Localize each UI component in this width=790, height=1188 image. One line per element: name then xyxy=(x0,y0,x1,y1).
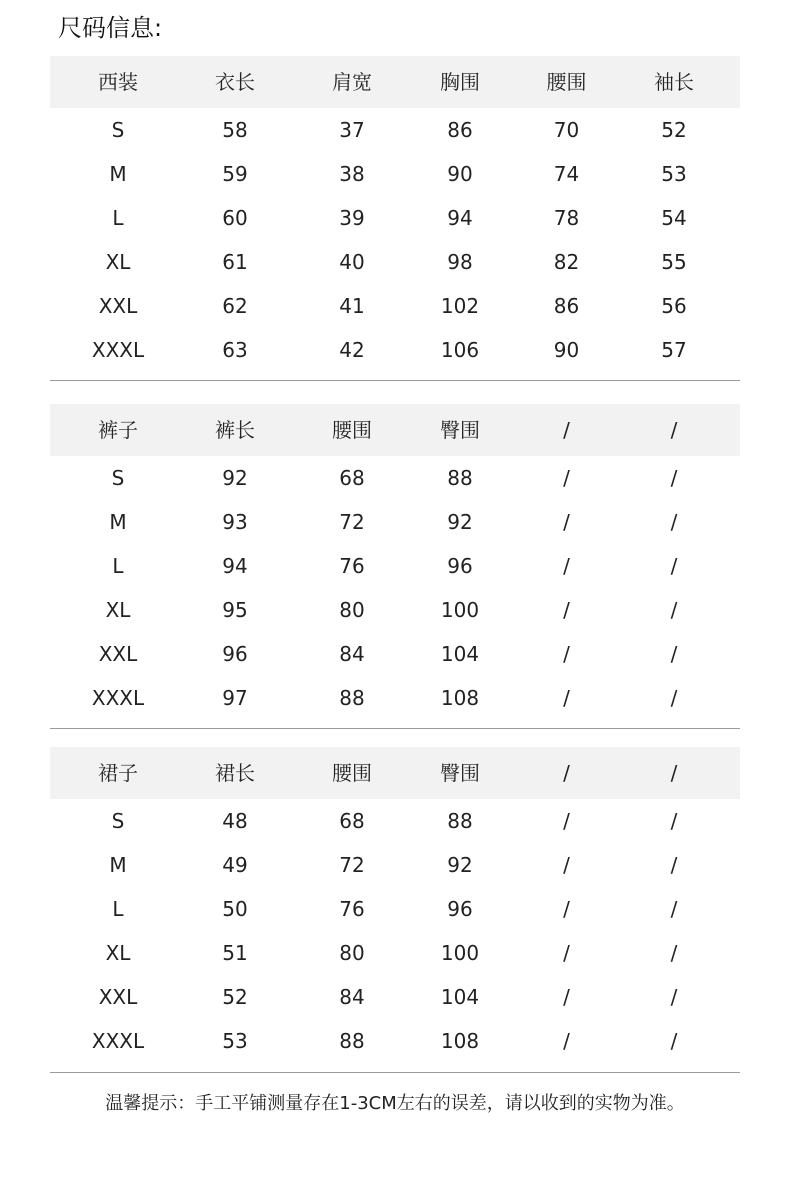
table-cell: L xyxy=(112,206,124,230)
table-cell: XXXL xyxy=(91,686,145,710)
table-row xyxy=(50,799,740,843)
table-cell: 96 xyxy=(222,642,248,666)
table-row xyxy=(50,588,740,632)
table-cell: 74 xyxy=(553,162,580,186)
table-cell: 53 xyxy=(222,1029,248,1053)
table-cell: / xyxy=(670,642,678,666)
header-cell: 裙子 xyxy=(98,761,138,785)
table-cell: / xyxy=(670,686,678,710)
table-header-row xyxy=(50,56,740,108)
table-row xyxy=(50,284,740,328)
table-cell: 38 xyxy=(339,162,365,186)
table-cell: / xyxy=(563,941,570,965)
table-cell: M xyxy=(109,162,127,186)
table-cell: 72 xyxy=(339,853,365,877)
table-row xyxy=(50,152,740,196)
table-cell: 104 xyxy=(440,985,480,1009)
table-cell: 108 xyxy=(440,1029,480,1053)
header-cell: / xyxy=(670,418,678,442)
table-cell: 86 xyxy=(447,118,473,142)
header-cell: 腰围 xyxy=(546,70,587,94)
header-cell: 裙长 xyxy=(215,761,255,785)
table-cell: 100 xyxy=(440,598,480,622)
table-cell: 55 xyxy=(661,250,687,274)
table-cell: / xyxy=(563,897,570,921)
table-cell: XXXL xyxy=(91,338,145,362)
table-cell: S xyxy=(111,466,125,490)
table-cell: 52 xyxy=(661,118,687,142)
table-cell: / xyxy=(670,985,678,1009)
table-cell: XXXL xyxy=(91,1029,145,1053)
table-cell: 94 xyxy=(447,206,473,230)
table-cell: 92 xyxy=(447,510,473,534)
table-cell: / xyxy=(563,1029,570,1053)
table-cell: 92 xyxy=(447,853,473,877)
header-cell: 裤子 xyxy=(98,418,138,442)
table-cell: 58 xyxy=(222,118,248,142)
table-cell: 63 xyxy=(222,338,248,362)
table-cell: 61 xyxy=(222,250,248,274)
table-cell: / xyxy=(563,466,570,490)
table-cell: 97 xyxy=(222,686,248,710)
table-cell: 48 xyxy=(222,809,248,833)
table-cell: 72 xyxy=(339,510,365,534)
table-cell: / xyxy=(563,598,570,622)
header-cell: / xyxy=(563,761,570,785)
table-cell: / xyxy=(670,466,678,490)
table-cell: 57 xyxy=(661,338,687,362)
table-cell: L xyxy=(112,897,124,921)
table-cell: 98 xyxy=(447,250,473,274)
table-cell: 40 xyxy=(339,250,365,274)
table-cell: 92 xyxy=(222,466,248,490)
table-cell: 54 xyxy=(661,206,687,230)
table-cell: / xyxy=(670,598,678,622)
table-cell: 76 xyxy=(339,897,365,921)
table-row xyxy=(50,240,740,284)
header-cell: 衣长 xyxy=(215,70,255,94)
table-cell: 93 xyxy=(222,510,248,534)
table-cell: 39 xyxy=(339,206,365,230)
table-cell: 88 xyxy=(447,466,473,490)
table-cell: 60 xyxy=(222,206,248,230)
table-cell: 86 xyxy=(553,294,580,318)
table-cell: 53 xyxy=(661,162,687,186)
table-cell: XXL xyxy=(98,985,138,1009)
header-cell: 胸围 xyxy=(440,70,480,94)
table-cell: M xyxy=(109,510,127,534)
table-cell: 100 xyxy=(440,941,480,965)
skirt-size-table xyxy=(50,747,740,1063)
table-cell: 51 xyxy=(222,941,248,965)
table-cell: 68 xyxy=(339,466,365,490)
table-cell: 56 xyxy=(661,294,687,318)
table-cell: 106 xyxy=(440,338,480,362)
table-row xyxy=(50,456,740,500)
table-cell: 42 xyxy=(339,338,365,362)
table-cell: 88 xyxy=(339,1029,365,1053)
table-cell: 78 xyxy=(553,206,580,230)
table-cell: M xyxy=(109,853,127,877)
table-cell: 95 xyxy=(222,598,248,622)
table-cell: 102 xyxy=(440,294,480,318)
table-row xyxy=(50,196,740,240)
table-cell: 80 xyxy=(339,941,365,965)
header-cell: / xyxy=(563,418,570,442)
header-cell: 腰围 xyxy=(332,761,372,785)
table-row xyxy=(50,676,740,720)
header-cell: 袖长 xyxy=(654,70,694,94)
measurement-note: 温馨提示：手工平铺测量存在1-3CM左右的误差，请以收到的实物为准。 xyxy=(105,1093,685,1114)
table-row xyxy=(50,843,740,887)
header-cell: 西装 xyxy=(98,70,138,94)
table-cell: 104 xyxy=(440,642,480,666)
header-cell: 臀围 xyxy=(440,761,480,785)
header-cell: 肩宽 xyxy=(332,70,372,94)
table-cell: 88 xyxy=(447,809,473,833)
table-cell: 82 xyxy=(553,250,580,274)
table-cell: / xyxy=(563,809,570,833)
table-row xyxy=(50,500,740,544)
table-cell: 70 xyxy=(553,118,580,142)
table-cell: / xyxy=(670,554,678,578)
table-cell: / xyxy=(563,853,570,877)
table-row xyxy=(50,108,740,152)
header-cell: 臀围 xyxy=(440,418,480,442)
table-cell: S xyxy=(111,118,125,142)
table-cell: 50 xyxy=(222,897,248,921)
divider xyxy=(50,728,740,729)
table-cell: 88 xyxy=(339,686,365,710)
table-cell: / xyxy=(563,686,570,710)
table-cell: / xyxy=(563,510,570,534)
table-cell: 96 xyxy=(447,897,473,921)
table-header-row xyxy=(50,404,740,456)
table-header-row xyxy=(50,747,740,799)
table-cell: 76 xyxy=(339,554,365,578)
table-cell: / xyxy=(670,941,678,965)
page-title: 尺码信息: xyxy=(58,14,163,42)
table-cell: / xyxy=(563,985,570,1009)
table-cell: / xyxy=(670,1029,678,1053)
table-row xyxy=(50,328,740,372)
table-cell: 37 xyxy=(339,118,365,142)
suit-size-table xyxy=(50,56,740,372)
table-cell: 49 xyxy=(222,853,248,877)
table-cell: XXL xyxy=(98,642,138,666)
table-cell: 94 xyxy=(222,554,248,578)
table-cell: S xyxy=(111,809,125,833)
table-cell: XL xyxy=(105,250,131,274)
table-row xyxy=(50,975,740,1019)
table-cell: XXL xyxy=(98,294,138,318)
table-cell: / xyxy=(670,510,678,534)
table-cell: 68 xyxy=(339,809,365,833)
table-cell: 96 xyxy=(447,554,473,578)
table-cell: 90 xyxy=(553,338,580,362)
table-cell: / xyxy=(670,809,678,833)
table-cell: 52 xyxy=(222,985,248,1009)
table-cell: / xyxy=(563,554,570,578)
pants-size-table xyxy=(50,404,740,720)
table-cell: / xyxy=(563,642,570,666)
table-cell: 84 xyxy=(339,642,365,666)
header-cell: 裤长 xyxy=(215,418,255,442)
table-cell: XL xyxy=(105,941,131,965)
table-row xyxy=(50,931,740,975)
table-row xyxy=(50,887,740,931)
header-cell: 腰围 xyxy=(332,418,372,442)
table-cell: 41 xyxy=(339,294,365,318)
table-cell: XL xyxy=(105,598,131,622)
table-row xyxy=(50,544,740,588)
divider xyxy=(50,380,740,381)
divider xyxy=(50,1072,740,1073)
table-row xyxy=(50,632,740,676)
header-cell: / xyxy=(670,761,678,785)
table-cell: 84 xyxy=(339,985,365,1009)
table-cell: 108 xyxy=(440,686,480,710)
table-cell: 90 xyxy=(447,162,473,186)
table-cell: 62 xyxy=(222,294,248,318)
table-cell: 59 xyxy=(222,162,248,186)
table-row xyxy=(50,1019,740,1063)
table-cell: L xyxy=(112,554,124,578)
table-cell: / xyxy=(670,853,678,877)
table-cell: / xyxy=(670,897,678,921)
table-cell: 80 xyxy=(339,598,365,622)
